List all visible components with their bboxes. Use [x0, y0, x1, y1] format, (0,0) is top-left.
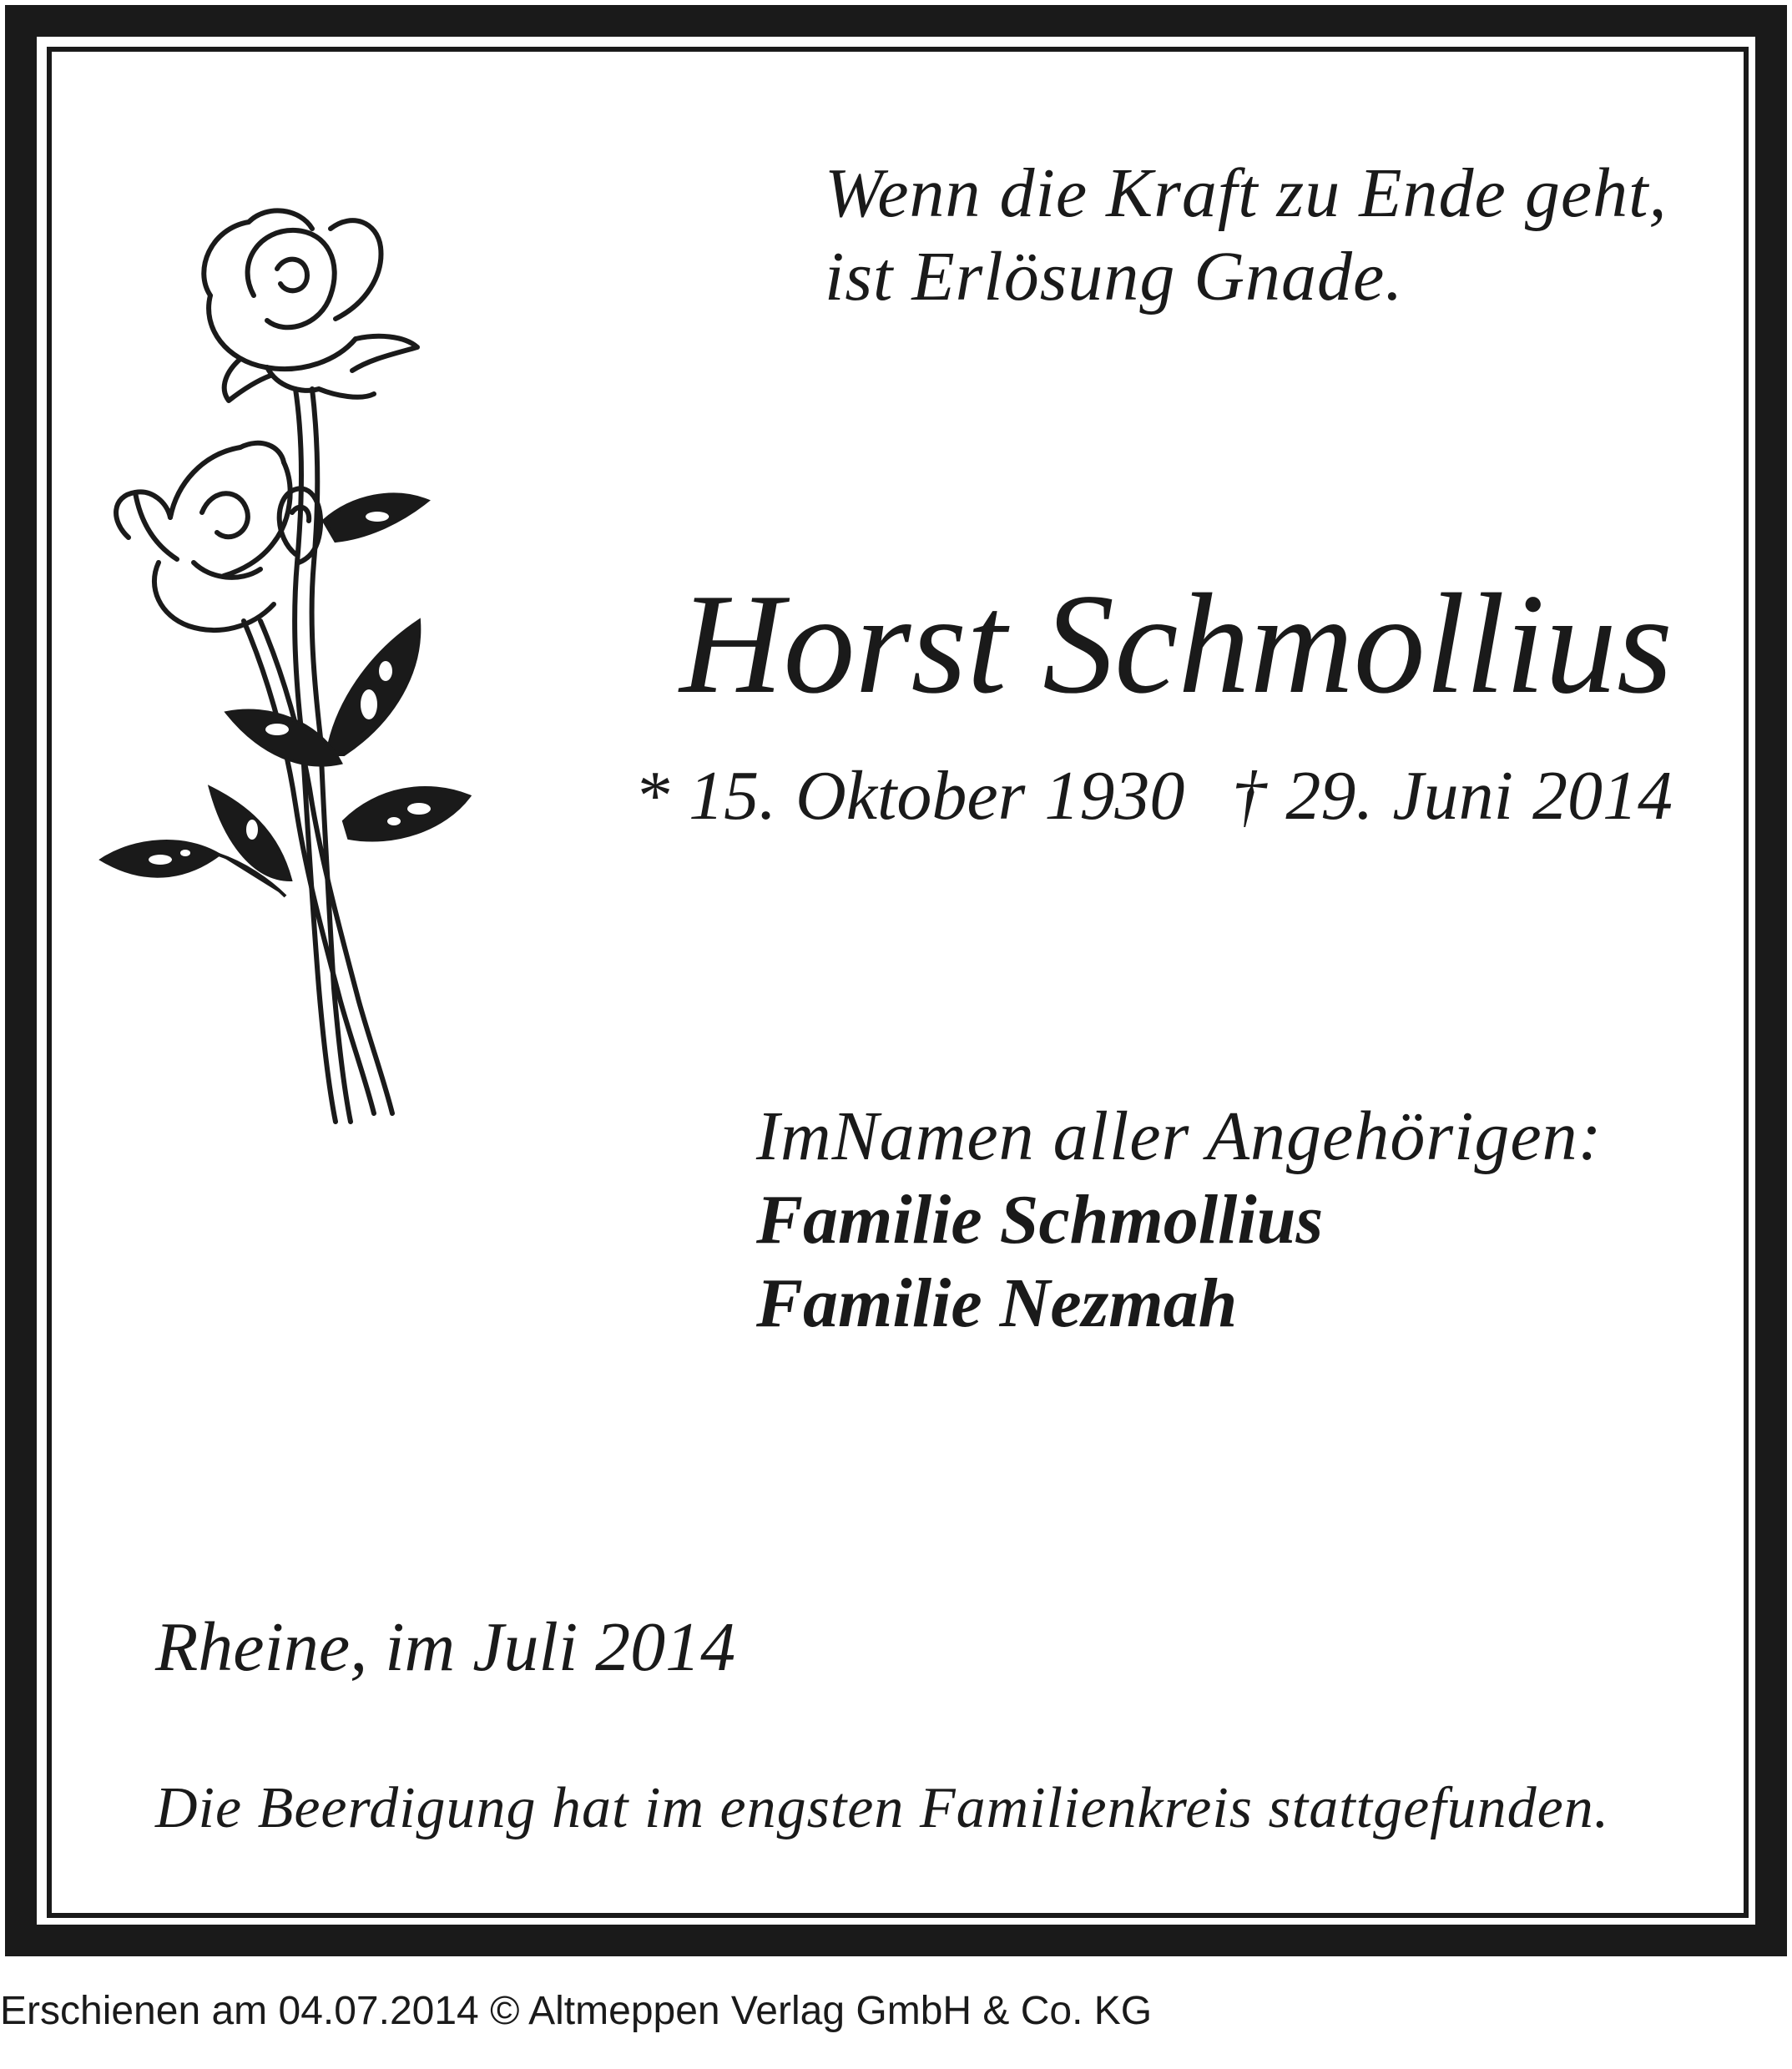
- rose-drawing-icon: [77, 170, 511, 1138]
- life-dates: [504, 754, 1673, 838]
- quote-line-1: Wenn die Kraft zu Ende geht,: [825, 154, 1668, 232]
- family-signature: [756, 1095, 1708, 1345]
- family-name-1: Familie Schmollius: [756, 1181, 1324, 1259]
- place-and-date: Rheine, im Juli 2014: [155, 1608, 736, 1686]
- outer-black-frame: [5, 5, 1787, 1956]
- family-intro: ImNamen aller Angehörigen:: [756, 1098, 1603, 1175]
- birth-date: * 15. Oktober 1930: [634, 757, 1185, 835]
- quote-line-2: ist Erlösung Gnade.: [825, 238, 1404, 315]
- family-name-2: Familie Nezmah: [756, 1264, 1238, 1342]
- publication-footer: Erschienen am 04.07.2014 © Altmeppen Verlag GmbH & Co. KG: [0, 1989, 1153, 2033]
- death-date: † 29. Juni 2014: [1231, 757, 1673, 835]
- quote: [825, 152, 1709, 319]
- funeral-note: Die Beerdigung hat im engsten Familienkreis stattgefunden.: [155, 1776, 1610, 1840]
- obituary-notice: [37, 37, 1755, 1925]
- inner-white-panel: [37, 37, 1755, 1925]
- deceased-name: Horst Schmollius: [679, 565, 1673, 724]
